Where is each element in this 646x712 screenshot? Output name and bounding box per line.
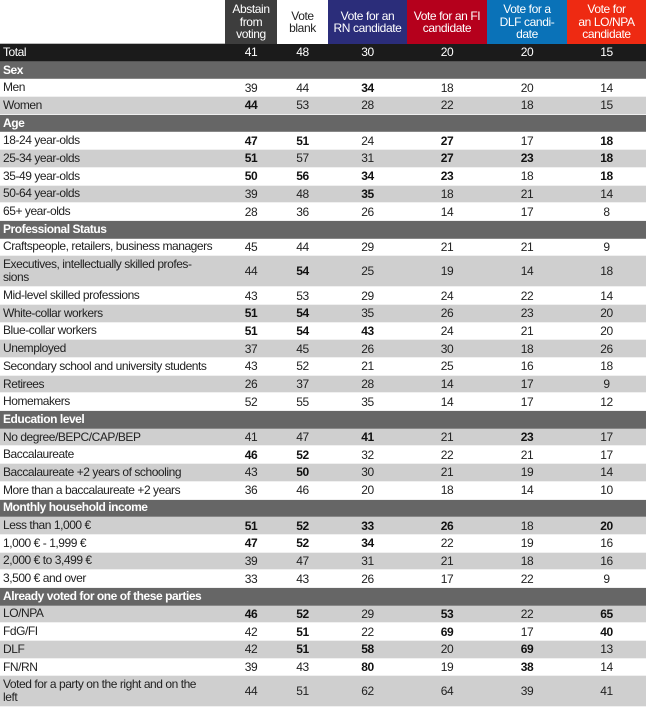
cell-value: 50 bbox=[244, 169, 258, 184]
table-row bbox=[0, 305, 646, 323]
cell-value: 44 bbox=[244, 684, 258, 699]
cell-value: 26 bbox=[361, 204, 374, 219]
cell-value: 18 bbox=[600, 359, 613, 374]
cell-value: 51 bbox=[296, 133, 309, 148]
cell-value: 30 bbox=[361, 465, 374, 480]
cell-value: 52 bbox=[296, 447, 309, 462]
cell-value: 15 bbox=[600, 98, 613, 113]
cell-value: 53 bbox=[440, 606, 454, 621]
cell-value: 8 bbox=[603, 204, 610, 219]
column-header-abstain bbox=[225, 0, 277, 44]
column-header-label: Vote for an RN candidate bbox=[333, 8, 402, 35]
cell-value: 18 bbox=[440, 483, 454, 498]
cell-value: 14 bbox=[600, 288, 613, 303]
table-row bbox=[0, 168, 646, 186]
cell-value: 20 bbox=[520, 80, 534, 95]
cell-value: 20 bbox=[600, 518, 613, 533]
cell-value: 23 bbox=[520, 151, 534, 166]
table-row bbox=[0, 132, 646, 150]
cell-value: 23 bbox=[520, 306, 534, 321]
table-row bbox=[0, 203, 646, 221]
cell-value: 26 bbox=[440, 518, 454, 533]
cell-value: 54 bbox=[296, 306, 309, 321]
cell-value: 53 bbox=[296, 98, 309, 113]
cell-value: 20 bbox=[600, 323, 613, 338]
table-row bbox=[0, 393, 646, 411]
row-label: White-collar workers bbox=[3, 305, 103, 320]
cell-value: 26 bbox=[440, 306, 454, 321]
cell-value: 26 bbox=[244, 377, 258, 392]
cell-value: 52 bbox=[296, 606, 309, 621]
row-label: 65+ year-olds bbox=[3, 204, 71, 219]
cell-value: 21 bbox=[520, 323, 534, 338]
cell-value: 26 bbox=[361, 571, 374, 586]
section-title: Already voted for one of these parties bbox=[3, 588, 202, 603]
cell-value: 64 bbox=[440, 684, 454, 699]
cell-value: 43 bbox=[296, 660, 309, 675]
table-row bbox=[0, 150, 646, 168]
column-header-rn bbox=[328, 0, 407, 44]
cell-value: 9 bbox=[603, 377, 610, 392]
table-header bbox=[0, 0, 646, 44]
cell-value: 32 bbox=[361, 447, 374, 462]
cell-value: 26 bbox=[361, 341, 374, 356]
cell-value: 34 bbox=[361, 169, 374, 184]
row-label: Retirees bbox=[3, 376, 45, 391]
cell-value: 29 bbox=[361, 606, 374, 621]
cell-value: 19 bbox=[440, 660, 454, 675]
row-label: 50-64 year-olds bbox=[3, 186, 80, 201]
cell-value: 27 bbox=[440, 133, 454, 148]
cell-value: 43 bbox=[244, 465, 258, 480]
cell-value: 24 bbox=[361, 133, 374, 148]
cell-value: 22 bbox=[361, 624, 374, 639]
row-label: Craftspeople, retailers, business managers bbox=[3, 239, 213, 254]
column-header-label: Vote for an FI candidate bbox=[413, 8, 481, 35]
cell-value: 51 bbox=[244, 518, 258, 533]
row-label: 2,000 € to 3,499 € bbox=[3, 553, 92, 568]
cell-value: 51 bbox=[244, 151, 258, 166]
cell-value: 17 bbox=[600, 447, 613, 462]
cell-value: 41 bbox=[361, 430, 374, 445]
cell-value: 39 bbox=[244, 80, 258, 95]
row-label: More than a baccalaureate +2 years bbox=[3, 482, 181, 497]
section-title: Professional Status bbox=[3, 221, 107, 236]
cell-value: 37 bbox=[296, 377, 309, 392]
cell-value: 18 bbox=[520, 518, 534, 533]
column-header-label: Vote blank bbox=[289, 8, 316, 35]
cell-value: 28 bbox=[361, 98, 374, 113]
cell-value: 54 bbox=[296, 264, 309, 279]
cell-value: 45 bbox=[296, 341, 309, 356]
cell-value: 51 bbox=[296, 642, 309, 657]
cell-value: 14 bbox=[440, 377, 454, 392]
cell-value: 39 bbox=[244, 553, 258, 568]
section-title: Sex bbox=[3, 62, 24, 77]
table-row bbox=[0, 482, 646, 500]
cell-value: 52 bbox=[296, 518, 309, 533]
cell-value: 16 bbox=[600, 536, 613, 551]
cell-value: 28 bbox=[361, 377, 374, 392]
table-row bbox=[0, 429, 646, 447]
cell-value: 44 bbox=[296, 239, 309, 254]
cell-value: 47 bbox=[244, 133, 258, 148]
cell-value: 44 bbox=[296, 80, 309, 95]
cell-value: 41 bbox=[244, 430, 258, 445]
cell-value: 33 bbox=[244, 571, 258, 586]
cell-value: 39 bbox=[244, 660, 258, 675]
row-label: Secondary school and university students bbox=[3, 358, 207, 373]
cell-value: 39 bbox=[520, 684, 534, 699]
cell-value: 18 bbox=[600, 133, 613, 148]
cell-value: 54 bbox=[296, 323, 309, 338]
row-label: FN/RN bbox=[3, 659, 38, 674]
cell-value: 51 bbox=[244, 306, 258, 321]
cell-value: 46 bbox=[296, 483, 309, 498]
cell-value: 45 bbox=[244, 239, 258, 254]
cell-value: 25 bbox=[361, 264, 374, 279]
table-row bbox=[0, 358, 646, 376]
row-label: Mid-level skilled professions bbox=[3, 288, 140, 303]
cell-value: 18 bbox=[520, 553, 534, 568]
cell-value: 18 bbox=[600, 264, 613, 279]
cell-value: 30 bbox=[361, 45, 374, 60]
cell-value: 21 bbox=[440, 553, 454, 568]
cell-value: 17 bbox=[520, 624, 534, 639]
section-header-row bbox=[0, 62, 646, 80]
cell-value: 36 bbox=[244, 483, 258, 498]
cell-value: 48 bbox=[296, 186, 309, 201]
cell-value: 47 bbox=[244, 536, 258, 551]
cell-value: 48 bbox=[296, 45, 309, 60]
cell-value: 17 bbox=[440, 571, 454, 586]
cell-value: 52 bbox=[244, 394, 258, 409]
cell-value: 34 bbox=[361, 536, 374, 551]
cell-value: 9 bbox=[603, 571, 610, 586]
table-row bbox=[0, 323, 646, 341]
column-header-label: Vote for a DLF candi- date bbox=[499, 2, 555, 42]
cell-value: 50 bbox=[296, 465, 309, 480]
cell-value: 28 bbox=[244, 204, 258, 219]
cell-value: 14 bbox=[600, 80, 613, 95]
cell-value: 40 bbox=[600, 624, 613, 639]
cell-value: 19 bbox=[520, 465, 534, 480]
cell-value: 42 bbox=[244, 624, 258, 639]
cell-value: 57 bbox=[296, 151, 309, 166]
table-row bbox=[0, 517, 646, 535]
cell-value: 21 bbox=[520, 239, 534, 254]
cell-value: 18 bbox=[600, 151, 613, 166]
cell-value: 16 bbox=[600, 553, 613, 568]
cell-value: 22 bbox=[520, 571, 534, 586]
cell-value: 56 bbox=[296, 169, 309, 184]
cell-value: 43 bbox=[244, 359, 258, 374]
table-row bbox=[0, 79, 646, 97]
column-header-dlf bbox=[487, 0, 567, 44]
column-header-fi bbox=[407, 0, 487, 44]
column-header-vote-blank bbox=[277, 0, 328, 44]
row-label: Baccalaureate +2 years of schooling bbox=[3, 464, 182, 479]
section-header-row bbox=[0, 115, 646, 133]
row-label: LO/NPA bbox=[3, 606, 44, 621]
column-header-lo-npa bbox=[567, 0, 646, 44]
row-label: Voted for a party on the right and on the left bbox=[3, 677, 197, 705]
table-row bbox=[0, 256, 646, 287]
table-row bbox=[0, 464, 646, 482]
cell-value: 29 bbox=[361, 239, 374, 254]
cell-value: 62 bbox=[361, 684, 374, 699]
cell-value: 53 bbox=[296, 288, 309, 303]
cell-value: 22 bbox=[440, 536, 454, 551]
row-label: FdG/FI bbox=[3, 624, 38, 639]
table-row bbox=[0, 97, 646, 115]
cell-value: 47 bbox=[296, 430, 309, 445]
cell-value: 25 bbox=[440, 359, 454, 374]
cell-value: 46 bbox=[244, 606, 258, 621]
cell-value: 51 bbox=[296, 624, 309, 639]
row-label: Men bbox=[3, 80, 25, 95]
cell-value: 43 bbox=[296, 571, 309, 586]
cell-value: 35 bbox=[361, 306, 374, 321]
cell-value: 22 bbox=[440, 98, 454, 113]
cell-value: 37 bbox=[244, 341, 258, 356]
cell-value: 18 bbox=[520, 98, 534, 113]
cell-value: 14 bbox=[520, 483, 534, 498]
cell-value: 10 bbox=[600, 483, 613, 498]
cell-value: 17 bbox=[520, 394, 534, 409]
table-row bbox=[0, 606, 646, 624]
table-row bbox=[0, 623, 646, 641]
row-label: Women bbox=[3, 97, 42, 112]
cell-value: 47 bbox=[296, 553, 309, 568]
row-label: Blue-collar workers bbox=[3, 323, 97, 338]
cell-value: 22 bbox=[440, 447, 454, 462]
total-row bbox=[0, 44, 646, 62]
cell-value: 14 bbox=[440, 394, 454, 409]
cell-value: 43 bbox=[361, 323, 374, 338]
cell-value: 22 bbox=[520, 288, 534, 303]
cell-value: 41 bbox=[244, 45, 258, 60]
cell-value: 14 bbox=[600, 660, 613, 675]
table-row bbox=[0, 376, 646, 394]
cell-value: 12 bbox=[600, 394, 613, 409]
cell-value: 52 bbox=[296, 359, 309, 374]
cell-value: 17 bbox=[520, 204, 534, 219]
row-label: 18-24 year-olds bbox=[3, 133, 80, 148]
section-title: Age bbox=[3, 115, 25, 130]
cell-value: 46 bbox=[244, 447, 258, 462]
cell-value: 34 bbox=[361, 80, 374, 95]
cell-value: 51 bbox=[244, 323, 258, 338]
table-row bbox=[0, 287, 646, 305]
cell-value: 44 bbox=[244, 264, 258, 279]
table-body bbox=[0, 44, 646, 707]
cell-value: 18 bbox=[440, 186, 454, 201]
cell-value: 33 bbox=[361, 518, 374, 533]
cell-value: 39 bbox=[244, 186, 258, 201]
section-header-row bbox=[0, 221, 646, 239]
cell-value: 20 bbox=[361, 483, 374, 498]
cell-value: 18 bbox=[440, 80, 454, 95]
section-title: Monthly household income bbox=[3, 500, 148, 515]
cell-value: 18 bbox=[520, 169, 534, 184]
cell-value: 24 bbox=[440, 288, 454, 303]
row-label: Unemployed bbox=[3, 341, 66, 356]
cell-value: 43 bbox=[244, 288, 258, 303]
cell-value: 21 bbox=[361, 359, 374, 374]
cell-value: 41 bbox=[600, 684, 613, 699]
column-header-label: Abstain from voting bbox=[232, 2, 270, 42]
cell-value: 21 bbox=[520, 447, 534, 462]
cell-value: 19 bbox=[440, 264, 454, 279]
row-label: Baccalaureate bbox=[3, 447, 74, 462]
column-header-label: Vote for an LO/NPA candidate bbox=[578, 2, 635, 42]
row-label: 3,500 € and over bbox=[3, 571, 86, 586]
cell-value: 42 bbox=[244, 642, 258, 657]
cell-value: 20 bbox=[600, 306, 613, 321]
cell-value: 14 bbox=[520, 264, 534, 279]
cell-value: 21 bbox=[440, 430, 454, 445]
cell-value: 9 bbox=[603, 239, 610, 254]
row-label: Less than 1,000 € bbox=[3, 518, 91, 533]
cell-value: 31 bbox=[361, 151, 374, 166]
table-row bbox=[0, 676, 646, 707]
cell-value: 35 bbox=[361, 186, 374, 201]
table-row bbox=[0, 570, 646, 588]
cell-value: 65 bbox=[600, 606, 613, 621]
cell-value: 14 bbox=[600, 465, 613, 480]
row-label: Total bbox=[3, 44, 27, 59]
cell-value: 36 bbox=[296, 204, 309, 219]
row-label: 35-49 year-olds bbox=[3, 168, 80, 183]
cell-value: 18 bbox=[600, 169, 613, 184]
cell-value: 51 bbox=[296, 684, 309, 699]
cell-value: 15 bbox=[600, 45, 613, 60]
cell-value: 31 bbox=[361, 553, 374, 568]
section-header-row bbox=[0, 500, 646, 518]
cell-value: 14 bbox=[440, 204, 454, 219]
cell-value: 69 bbox=[440, 624, 454, 639]
section-header-row bbox=[0, 411, 646, 429]
row-label: Executives, intellectually skilled profes- sions bbox=[3, 257, 192, 285]
cell-value: 69 bbox=[520, 642, 534, 657]
row-label: 1,000 € - 1,999 € bbox=[3, 535, 87, 550]
cell-value: 52 bbox=[296, 536, 309, 551]
table-row bbox=[0, 340, 646, 358]
cell-value: 21 bbox=[440, 465, 454, 480]
table-row bbox=[0, 186, 646, 204]
section-header-row bbox=[0, 588, 646, 606]
table-row bbox=[0, 641, 646, 659]
table-row bbox=[0, 535, 646, 553]
row-label: 25-34 year-olds bbox=[3, 150, 80, 165]
row-label: DLF bbox=[3, 641, 25, 656]
cell-value: 20 bbox=[520, 45, 534, 60]
cell-value: 29 bbox=[361, 288, 374, 303]
cell-value: 26 bbox=[600, 341, 613, 356]
cell-value: 21 bbox=[440, 239, 454, 254]
table-row bbox=[0, 446, 646, 464]
table-row bbox=[0, 239, 646, 257]
cell-value: 17 bbox=[520, 377, 534, 392]
cell-value: 24 bbox=[440, 323, 454, 338]
cell-value: 13 bbox=[600, 642, 613, 657]
cell-value: 17 bbox=[520, 133, 534, 148]
cell-value: 23 bbox=[520, 430, 534, 445]
cell-value: 23 bbox=[440, 169, 454, 184]
cell-value: 44 bbox=[244, 98, 258, 113]
cell-value: 22 bbox=[520, 606, 534, 621]
cell-value: 17 bbox=[600, 430, 613, 445]
cell-value: 58 bbox=[361, 642, 374, 657]
cell-value: 18 bbox=[520, 341, 534, 356]
section-title: Education level bbox=[3, 411, 85, 426]
cell-value: 14 bbox=[600, 186, 613, 201]
cell-value: 16 bbox=[520, 359, 534, 374]
cell-value: 35 bbox=[361, 394, 374, 409]
cell-value: 20 bbox=[440, 45, 454, 60]
table-row bbox=[0, 659, 646, 677]
cell-value: 21 bbox=[520, 186, 534, 201]
cell-value: 27 bbox=[440, 151, 454, 166]
table-row bbox=[0, 553, 646, 571]
row-label: No degree/BEPC/CAP/BEP bbox=[3, 429, 141, 444]
row-label: Homemakers bbox=[3, 394, 70, 409]
cell-value: 20 bbox=[440, 642, 454, 657]
cell-value: 19 bbox=[520, 536, 534, 551]
header-blank-cell bbox=[0, 0, 225, 44]
cell-value: 55 bbox=[296, 394, 309, 409]
cell-value: 30 bbox=[440, 341, 454, 356]
cell-value: 80 bbox=[361, 660, 374, 675]
cell-value: 38 bbox=[520, 660, 534, 675]
